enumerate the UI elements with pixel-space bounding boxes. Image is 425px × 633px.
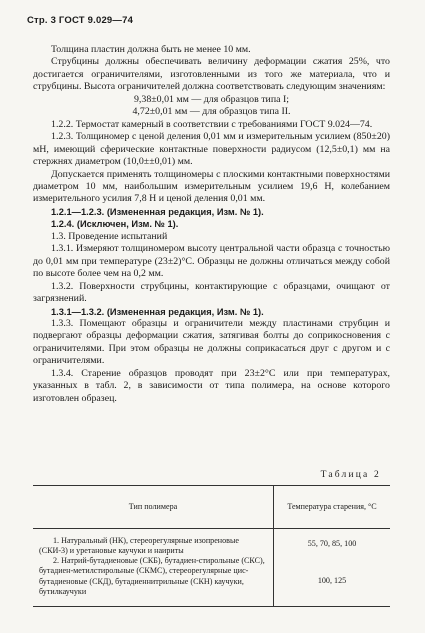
column-header-temperature: Температура старения, °С	[287, 502, 377, 511]
page-header: Стр. 3 ГОСТ 9.029—74	[27, 15, 134, 26]
paragraph: Струбцины должны обеспечивать величину деформации сжатия 25%, что достигается ограничителями, изготовленными из того же материала, что и струбцины. Высота ограничителей должна соответствовать следующим значениям:	[33, 56, 390, 93]
table-cell-temperature: 55, 70, 85, 100	[307, 539, 357, 548]
paragraph: 1.2.3. Толщиномер с ценой деления 0,01 мм и измерительным усилием (850±20) мН, имеющий сферические контактные поверхности радиусом (12,5±0,1) мм на стержнях диаметром (10,0±±0,01) мм.	[33, 131, 390, 168]
paragraph: Допускается применять толщиномеры с плоскими контактными поверхностями диаметром 10 мм, наибольшим измерительным усилием 19,6 Н, колебанием измерительного усилия 7,8 Н и ценой деления 0,01 мм.	[33, 168, 390, 205]
paragraph: 1.3.2. Поверхности струбцины, контактирующие с образцами, очищают от загрязнений.	[33, 280, 390, 305]
table-cell-temperature: 100, 125	[317, 576, 347, 585]
amendment-note: 1.2.4. (Исключен, Изм. № 1).	[51, 219, 179, 230]
section-heading: 1.3. Проведение испытаний	[51, 230, 168, 242]
table	[33, 485, 390, 607]
table-cell-polymer: 2. Натрий-бутадиеновые (СКБ), бутадиен-стирольные (СКС), бутадиен-метилстирольные (СКМС), стереорегулярные цис-бутадиеновые (СКД), бутадиеннитрильные (СКН) каучуки, бутилкаучуки	[39, 556, 265, 596]
table-caption: Таблица 2	[320, 470, 381, 480]
amendment-note: 1.2.1—1.2.3. (Измененная редакция, Изм. № 1).	[51, 206, 264, 217]
paragraph: 1.3.1. Измеряют толщиномером высоту центральной части образца с точностью до 0,01 мм при температуре (23±2)°С. Образцы не должны отличаться между собой по высоте более чем на 0,2 мм.	[33, 243, 390, 280]
column-header-polymer: Тип полимера	[128, 502, 178, 511]
amendment-note: 1.3.1—1.3.2. (Измененная редакция, Изм. № 1).	[51, 306, 264, 317]
paragraph: Толщина пластин должна быть не менее 10 мм.	[51, 44, 251, 55]
table-cell-polymer: 1. Натуральный (НК), стереорегулярные изопреновые (СКИ-3) и уретановые каучуки и наириты	[39, 536, 240, 556]
document-body	[33, 44, 390, 405]
paragraph: 1.2.2. Термостат камерный в соответствии с требованиями ГОСТ 9.024—74.	[51, 118, 373, 130]
value-line: 4,72±0,01 мм — для образцов типа II.	[132, 106, 291, 118]
value-line: 9,38±0,01 мм — для образцов типа I;	[133, 93, 290, 105]
paragraph: 1.3.4. Старение образцов проводят при 23±2°С или при температурах, указанных в табл. 2, в зависимости от типа полимера, на основе которого изготовлен образец.	[33, 367, 390, 404]
paragraph: 1.3.3. Помещают образцы и ограничители между пластинами струбцин и подвергают образцы деформации сжатия, затягивая болты до соприкосновения с ограничителями. При этом образцы не должны соприкасаться друг с другом и с ограничителями.	[33, 317, 390, 367]
